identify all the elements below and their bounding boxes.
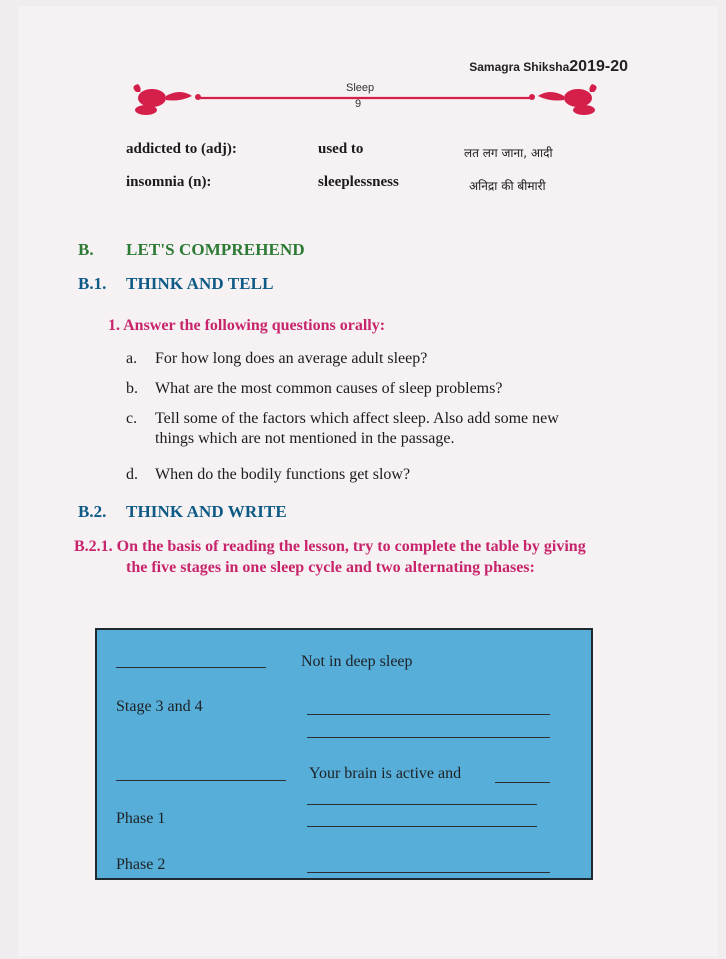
table-row3-text: Your brain is active and (309, 765, 462, 782)
blank-stage-1[interactable] (116, 667, 266, 668)
header-year: 2019-20 (569, 58, 628, 75)
task-b21-line2: the five stages in one sleep cycle and two alternating phases: (126, 559, 535, 576)
blank-rem-stage[interactable] (116, 780, 286, 781)
section-b1-title: THINK AND TELL (126, 274, 274, 293)
question-1b-letter: b. (126, 380, 138, 397)
header-brand (469, 58, 628, 76)
table-phase-1-label: Phase 1 (116, 810, 166, 827)
section-b2-id: B.2. (78, 502, 107, 521)
table-row1-text: Not in deep sleep (301, 653, 413, 670)
page-number: 9 (355, 98, 362, 110)
section-b-title: LET'S COMPREHEND (126, 240, 305, 259)
glossary-meaning-2: sleeplessness (318, 174, 399, 190)
ornament-banner (130, 82, 600, 120)
question-1-heading: 1. Answer the following questions orally: (108, 317, 386, 334)
question-1c-letter: c. (126, 410, 138, 427)
section-b2-title: THINK AND WRITE (126, 502, 287, 521)
question-1a-text: For how long does an average adult sleep? (155, 350, 428, 367)
table-stage-3-4-label: Stage 3 and 4 (116, 698, 203, 715)
glossary-hindi-1: लत लग जाना, आदी (464, 146, 553, 160)
blank-phase-2[interactable] (307, 872, 550, 873)
blank-stage-3-4-a[interactable] (307, 714, 550, 715)
right-flourish-icon (529, 84, 597, 115)
section-b1-id: B.1. (78, 274, 107, 293)
question-1b-text: What are the most common causes of sleep problems? (155, 380, 503, 397)
glossary-hindi-2: अनिद्रा की बीमारी (469, 179, 546, 193)
header-brand-name: Samagra Shiksha (469, 60, 570, 74)
blank-phase-1[interactable] (307, 826, 537, 827)
glossary-term-1: addicted to (adj): (126, 141, 237, 157)
section-b-id: B. (78, 240, 94, 259)
question-1a-letter: a. (126, 350, 138, 367)
question-1d-text: When do the bodily functions get slow? (155, 466, 411, 483)
blank-stage-3-4-b[interactable] (307, 737, 550, 738)
table-phase-2-label: Phase 2 (116, 856, 166, 873)
blank-brain-active[interactable] (495, 782, 550, 783)
question-1c-text: Tell some of the factors which affect sleep. Also add some new (155, 410, 559, 427)
blank-rem-detail[interactable] (307, 804, 537, 805)
glossary-term-2: insomnia (n): (126, 174, 212, 190)
task-b21-line1: B.2.1. On the basis of reading the lesson, try to complete the table by giving (74, 538, 586, 555)
chapter-title: Sleep (346, 82, 375, 94)
question-1d-letter: d. (126, 466, 138, 483)
left-flourish-icon (133, 84, 201, 115)
sleep-cycle-table (95, 628, 593, 880)
question-1c-text-continued: things which are not mentioned in the passage. (155, 430, 455, 447)
glossary-meaning-1: used to (318, 141, 364, 157)
